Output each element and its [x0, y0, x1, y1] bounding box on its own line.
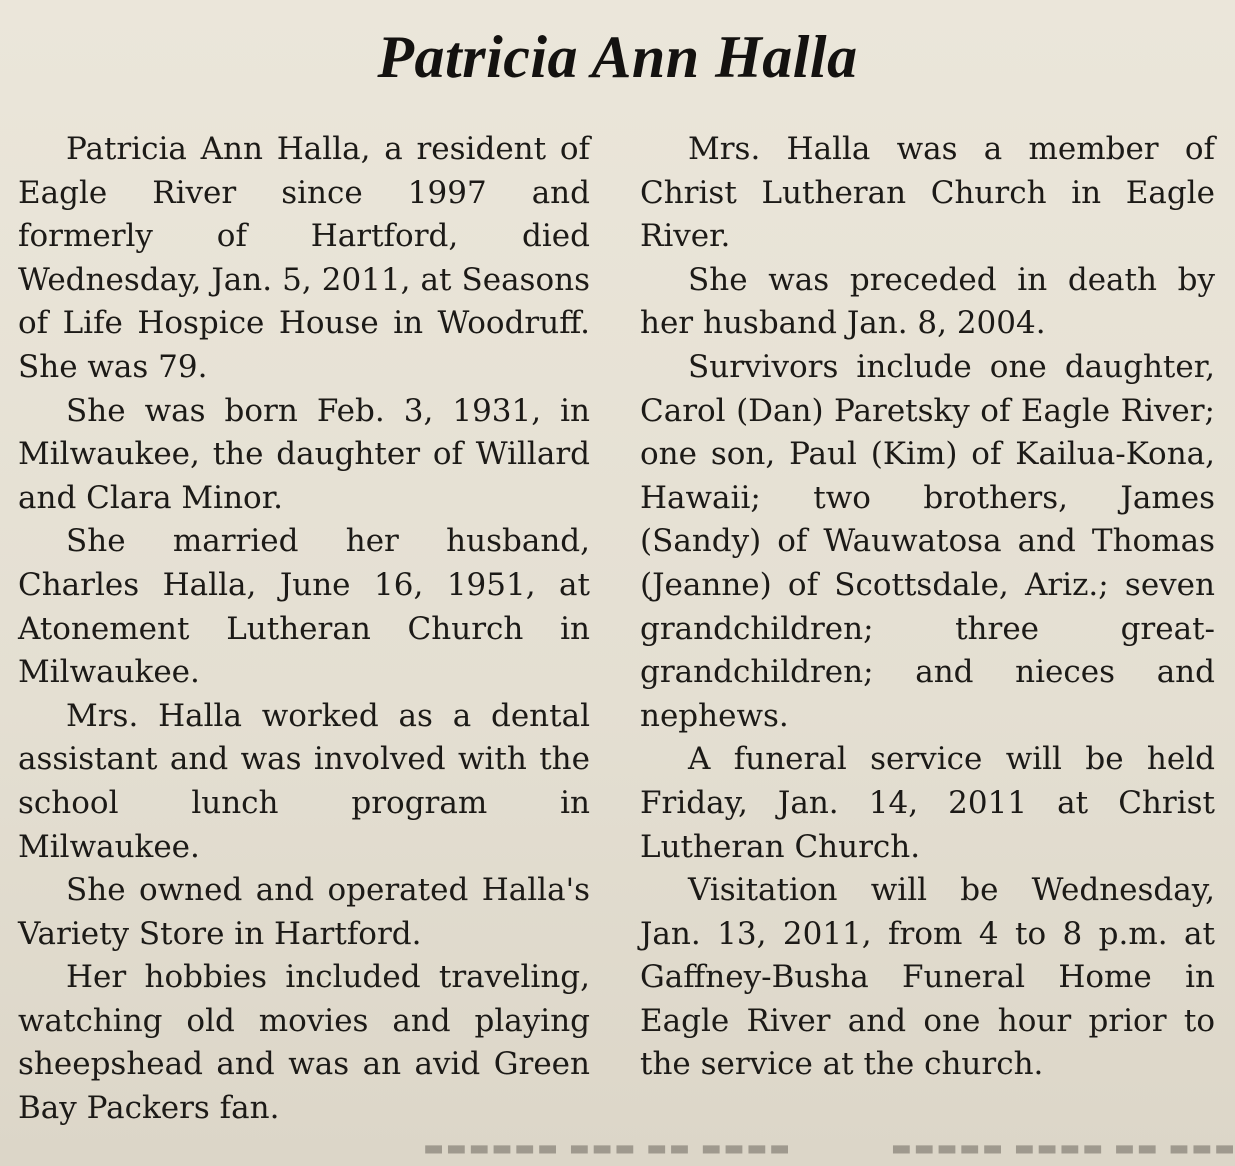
- paragraph-marriage: She married her husband, Charles Halla, June 16, 1951, at Atonement Lutheran Church in Milwaukee.: [18, 523, 590, 691]
- paragraph-church-membership: Mrs. Halla was a member of Christ Lutheran Church in Eagle River.: [640, 131, 1215, 255]
- paragraph-career: Mrs. Halla worked as a dental assistant and was involved with the school lunch program in Milwaukee.: [18, 697, 590, 865]
- paragraph-birth: She was born Feb. 3, 1931, in Milwaukee, the daughter of Willard and Clara Minor.: [18, 392, 590, 516]
- paragraph-survivors: Survivors include one daughter, Carol (Dan) Paretsky of Eagle River; one son, Paul (Kim) of Kailua-Kona, Hawaii; two brothers, James (Sandy) of Wauwatosa and Thomas (Jeanne) of Scottsdale, Ariz.; seven grandchildren; three great-grandchildren; and nieces and nephews.: [640, 348, 1215, 734]
- paragraph-funeral: A funeral service will be held Friday, Jan. 14, 2011 at Christ Lutheran Church.: [640, 741, 1215, 865]
- bleed-mark: ▬▬▬ ▬▬ ▬▬▬▬ ▬▬▬▬▬: [889, 1136, 1235, 1161]
- paragraph-store: She owned and operated Halla's Variety Store in Hartford.: [18, 872, 590, 952]
- paragraph-residence: Patricia Ann Halla, a resident of Eagle River since 1997 and formerly of Hartford, died Wednesday, Jan. 5, 2011, at Seasons of Life Hospice House in Woodruff. She was 79.: [18, 131, 590, 385]
- paragraph-preceded: She was preceded in death by her husband Jan. 8, 2004.: [640, 261, 1215, 342]
- bleed-mark: ▬▬▬▬ ▬▬ ▬▬▬ ▬▬▬▬▬▬: [421, 1136, 790, 1161]
- left-column: [18, 128, 590, 1131]
- paragraph-hobbies: Her hobbies included traveling, watching old movies and playing sheepshead and was an avid Green Bay Packers fan.: [18, 959, 590, 1127]
- right-column: [640, 128, 1215, 1087]
- paragraph-visitation: Visitation will be Wednesday, Jan. 13, 2011, from 4 to 8 p.m. at Gaffney-Busha Funeral Home in Eagle River and one hour prior to the service at the church.: [640, 872, 1215, 1083]
- obituary-title: Patricia Ann Halla: [377, 24, 858, 90]
- reverse-side-bleed-through: [0, 1132, 1235, 1166]
